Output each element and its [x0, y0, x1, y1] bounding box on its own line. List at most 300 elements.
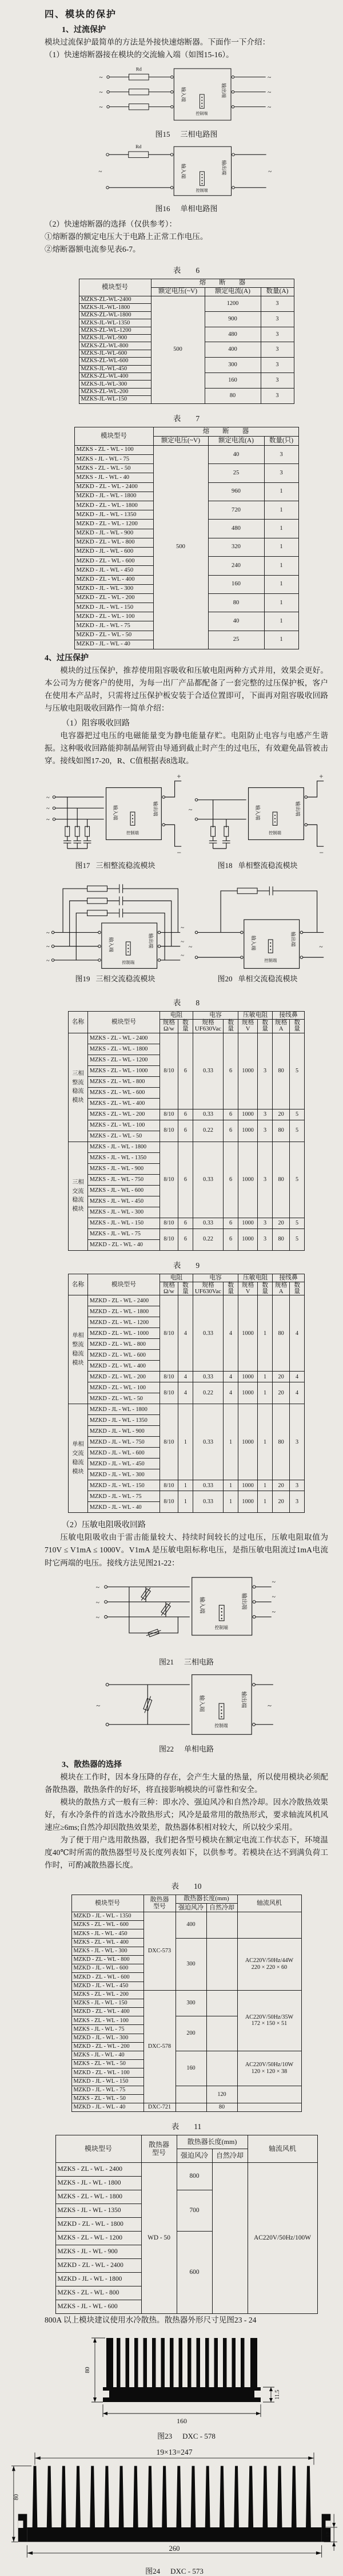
rc-branches — [209, 800, 230, 849]
svg-text:11.5: 11.5 — [274, 2389, 281, 2400]
table-cell: MZKD - JL - WL - 300 — [74, 584, 153, 593]
svg-text:~: ~ — [46, 817, 50, 823]
mounting-notch — [103, 2391, 109, 2397]
table-cell: MZKS-ZL-WL-800 — [79, 342, 151, 350]
table-cell: MZKS - ZL - WL - 100 — [71, 2016, 143, 2025]
table-cell: 6 — [178, 1033, 193, 1109]
table-cell: 3 — [258, 1142, 273, 1218]
table-row — [68, 1372, 304, 1382]
table-cell: MZKD - ZL - WL - 1800 — [87, 1306, 159, 1317]
table-cell: MZKS - ZL - WL - 1200 — [87, 1055, 159, 1065]
svg-text:输入端: 输入端 — [198, 1695, 205, 1712]
mounting-notch — [326, 2521, 331, 2529]
table-cell: MZKD - ZL - WL - 800 — [71, 1955, 143, 1964]
table-cell: 1000 — [238, 1382, 258, 1404]
figure-22-caption: 图22 单相电路 — [158, 1744, 214, 1753]
table-cell: 散热器 型号 — [141, 2135, 177, 2163]
table-cell: 700 — [177, 2190, 212, 2232]
mounting-notch — [18, 2521, 23, 2529]
table-cell: 6 — [178, 1228, 193, 1250]
table-cell: 8/10 — [159, 1228, 178, 1250]
table-row — [68, 1295, 304, 1306]
table-cell: 1 — [224, 1404, 238, 1480]
svg-text:~: ~ — [99, 74, 103, 82]
table-cell: 数量 — [290, 1020, 305, 1033]
figure-22 — [45, 1671, 328, 1742]
table-cell: 200 — [176, 2016, 206, 2051]
table-cell: 8/10 — [159, 1120, 178, 1142]
figure-18 — [187, 772, 328, 875]
table-cell: MZKS-ZL-WL-2400 — [79, 296, 151, 304]
table-cell: 40 — [208, 612, 264, 631]
table-cell: 4 — [178, 1372, 193, 1382]
table-cell: MZKD - ZL - WL - 1000 — [87, 1328, 159, 1339]
table-cell: 4 — [178, 1295, 193, 1372]
table-cell — [206, 1912, 237, 1939]
table-row — [68, 1228, 304, 1239]
table-cell: MZKS - ZL - WL - 50 — [74, 464, 153, 473]
table-cell: 熔 断 器 — [153, 427, 298, 436]
svg-text:~: ~ — [95, 1614, 99, 1622]
table-cell: MZKS - JL - WL - 75 — [71, 2025, 143, 2034]
table-cell: MZKD - JL - WL - 450 — [71, 1981, 143, 1990]
svg-text:80: 80 — [84, 2367, 91, 2373]
table-cell: MZKS - JL - WL - 900 — [55, 2245, 141, 2259]
table-cell: 4 — [224, 1372, 238, 1382]
svg-text:~: ~ — [180, 953, 184, 960]
three-phase-varistor-diagram — [92, 1573, 281, 1652]
table-cell: 4 — [290, 1382, 305, 1404]
table-cell: 1 — [258, 1372, 273, 1382]
table-cell: MZKD - JL - WL - 40 — [74, 640, 153, 649]
table-row — [68, 1491, 304, 1502]
table-row — [68, 1218, 304, 1228]
single-phase-fuse-circuit-diagram — [83, 144, 289, 199]
table-cell: 单相 整流 稳流 模块 — [68, 1295, 87, 1404]
svg-text:~: ~ — [268, 89, 272, 97]
table-cell: 80 — [273, 1033, 290, 1109]
table-cell: 20 — [273, 1218, 290, 1228]
table-cell: 8/10 — [159, 1033, 178, 1109]
table-cell: 3 — [261, 372, 294, 388]
table-cell: MZKS-JL-WL-450 — [79, 365, 151, 372]
table-cell: 8/10 — [159, 1295, 178, 1372]
table-cell: 电容 — [193, 1012, 238, 1020]
table-cell: MZKD - JL - WL - 1800 — [74, 492, 153, 501]
table-cell: MZKD - JL - WL - 75 — [71, 2086, 143, 2094]
table-cell: 8/10 — [159, 1372, 178, 1382]
table-cell: 模块型号 — [87, 1012, 159, 1033]
table-cell: MZKD - JL - WL - 40 — [87, 1502, 159, 1513]
output-lines — [232, 74, 271, 111]
table-cell: 数量(A) — [261, 288, 294, 296]
table-cell: 熔 断 器 — [151, 279, 294, 288]
table-cell: 300 — [176, 1938, 206, 1990]
svg-text:~: ~ — [318, 943, 323, 951]
table-cell: 3 — [258, 1033, 273, 1109]
module-box — [174, 69, 231, 120]
table-cell: MZKS - ZL - WL - 400 — [71, 1938, 143, 1947]
rc-bridge-branches — [221, 886, 317, 932]
rc-components-table-three-phase — [68, 1011, 305, 1251]
table-cell: 额定电流(A) — [205, 288, 261, 296]
table-cell: MZKD - JL - WL - 300 — [87, 1469, 159, 1480]
table-cell: 800 — [177, 2163, 212, 2190]
module-box — [244, 920, 299, 968]
table-cell: MZKD - ZL - WL - 40 — [87, 1239, 159, 1250]
table-cell: 名称 — [68, 1274, 87, 1295]
plus-sign: + — [318, 772, 324, 781]
table-cell: MZKS - JL - WL - 1800 — [87, 1142, 159, 1152]
varistor-symbols — [129, 1586, 178, 1638]
table-cell: 8/10 — [159, 1109, 178, 1120]
table-cell: MZKD - JL - WL - 300 — [71, 2034, 143, 2042]
svg-text:~: ~ — [46, 930, 50, 937]
table-cell: MZKS-JL-WL-900 — [79, 335, 151, 342]
table-cell: 160 — [176, 2051, 206, 2086]
table-cell — [176, 2086, 206, 2103]
table-cell: 0.33 — [193, 1404, 223, 1480]
table-cell: MZKD - ZL - WL - 100 — [74, 612, 153, 621]
svg-text:160: 160 — [177, 2417, 187, 2426]
table-cell: 5 — [290, 1033, 305, 1109]
table-cell: MZKD - JL - WL - 750 — [87, 1437, 159, 1448]
rc-bridge-branches — [63, 884, 178, 960]
table-cell — [212, 2163, 248, 2314]
table-cell: 数量(只) — [264, 436, 298, 445]
table-cell: 80 — [273, 1295, 290, 1372]
table-cell: 960 — [208, 482, 264, 501]
table-cell: MZKD - ZL - WL - 2400 — [55, 2259, 141, 2273]
table-cell: 名称 — [68, 1012, 87, 1033]
table-cell: MZKD - ZL - WL - 1200 — [74, 520, 153, 529]
table-cell: 1 — [258, 1491, 273, 1513]
table-cell: MZKD - ZL - WL - 2400 — [87, 1295, 159, 1306]
table-cell: 3 — [261, 342, 294, 358]
table-cell: 1000 — [238, 1142, 258, 1218]
table-cell: 3 — [264, 464, 298, 482]
table-cell: MZKS - JL - WL - 75 — [74, 455, 153, 464]
table-cell: 1 — [224, 1491, 238, 1513]
table-cell: 0.33 — [193, 1142, 223, 1218]
paragraph: 模块在工作时，因本身压降的存在，会产生大量的热量，所以使用模块必须配备散热器，散热条件的好坏，将直接影响模块的可靠性和安全。 — [45, 1772, 328, 1794]
table-cell: MZKS - ZL - WL - 1800 — [87, 1044, 159, 1055]
svg-text:输出端: 输出端 — [240, 1691, 247, 1708]
svg-text:~: ~ — [268, 74, 272, 82]
table-cell: 1200 — [205, 296, 261, 312]
table-cell — [176, 2103, 206, 2112]
table-cell: MZKS - ZL - WL - 1800 — [55, 2190, 141, 2204]
table-cell: 8/10 — [159, 1404, 178, 1480]
table-cell: 1000 — [238, 1218, 258, 1228]
table-cell: 规格 Ω/w — [159, 1282, 178, 1295]
table-cell: MZKD - ZL - WL - 200 — [74, 593, 153, 603]
heatsink-base — [27, 2527, 321, 2542]
svg-text:控制端: 控制端 — [268, 831, 281, 836]
table-cell: 3 — [261, 388, 294, 403]
table-cell: 1 — [264, 631, 298, 649]
table-cell: 80 — [273, 1228, 290, 1250]
figure-24 — [11, 2446, 337, 2576]
fuse-table-mzks — [79, 279, 294, 403]
table-cell: MZKD - JL - WL - 900 — [87, 1426, 159, 1437]
table-cell: MZKD - ZL - WL - 200 — [71, 2042, 143, 2051]
table-cell: 6 — [224, 1109, 238, 1120]
svg-text:~: ~ — [272, 1608, 276, 1616]
table-cell: MZKS-ZL-WL-200 — [79, 388, 151, 395]
table-cell: 规格 V — [238, 1020, 258, 1033]
table-cell: 6 — [224, 1120, 238, 1142]
table-cell: 自然冷却 — [206, 1903, 237, 1912]
svg-text:~: ~ — [268, 1701, 272, 1710]
table-cell: MZKS - ZL - WL - 600 — [87, 1087, 159, 1098]
table-row — [71, 2103, 301, 2112]
table-cell: 25 — [208, 631, 264, 649]
table-cell: MZKD - ZL - WL - 200 — [87, 1372, 159, 1382]
table-cell: 1 — [258, 1480, 273, 1491]
table-cell: 400 — [205, 342, 261, 358]
svg-text:输入端: 输入端 — [198, 1596, 205, 1614]
table-cell: 1 — [264, 593, 298, 612]
svg-text:输出端: 输出端 — [241, 1592, 248, 1610]
heatsink-selection-table-large — [55, 2135, 318, 2314]
svg-text:输入端: 输入端 — [112, 805, 118, 821]
table-cell: MZKS - JL - WL - 750 — [87, 1174, 159, 1185]
table-cell: MZKS-JL-WL-600 — [79, 350, 151, 357]
paragraph: 压敏电阻吸收由于雷击能量较大、持续时间较长的过电压，压敏电阻取值为710V ≤ V1mA ≤ 1000V。V1mA 是压敏电阻标称电压，是指压敏电阻流过1mA电流时它两端的电压。接线方法见图21-22： — [45, 1533, 328, 1567]
water-cooling-note: 800A 以上模块建议使用水冷散热。散热器外形尺寸见图23 - 24 — [45, 2316, 257, 2325]
table-row — [68, 1382, 304, 1393]
figure-17 — [45, 772, 186, 875]
figure-20 — [187, 879, 328, 988]
table-row — [71, 2051, 301, 2060]
svg-text:控制端: 控制端 — [121, 960, 134, 965]
table-cell: 4 — [224, 1382, 238, 1404]
dimension-width — [27, 2545, 321, 2558]
table-cell: 5 — [290, 1120, 305, 1142]
table-cell: 轴流风机 — [237, 1895, 301, 1912]
paragraph: （2）快速熔断器的选择（仅供参考）： — [45, 220, 177, 229]
table-cell: 3 — [261, 358, 294, 373]
paragraph: 电容器把过电压的电磁能量变为静电能量存贮。电阻防止电容与电感产生谐振。这种吸收回路能抑制晶闸管由导通到截止时产生的过电压，有效避免晶管被击穿。接线如图17-20，R、C值根据表8选取。 — [45, 731, 328, 766]
table-cell: 8/10 — [159, 1491, 178, 1513]
rc-branches — [63, 797, 91, 849]
svg-text:控制端: 控制端 — [214, 1624, 228, 1630]
table-cell: 1000 — [238, 1372, 258, 1382]
table-cell: MZKS-JL-WL-1350 — [79, 319, 151, 327]
heatsink-fins — [33, 2466, 311, 2527]
table-cell: 5 — [290, 1142, 305, 1218]
table-cell: 20 — [273, 1382, 290, 1404]
table-cell — [206, 2016, 237, 2051]
table-cell: 6 — [178, 1142, 193, 1218]
figure-15-caption: 图15 三相电路图 — [155, 130, 218, 139]
table-cell: 320 — [208, 538, 264, 556]
table-cell: MZKD - JL - WL - 75 — [74, 621, 153, 631]
table-row — [71, 1895, 301, 1903]
table-cell: 20 — [273, 1109, 290, 1120]
svg-text:~: ~ — [272, 1593, 276, 1601]
fuse-label: Rd — [135, 66, 142, 72]
svg-text:~: ~ — [268, 104, 272, 112]
table-cell: 轴流风机 — [248, 2135, 317, 2163]
table-cell: 300 — [176, 1990, 206, 2016]
module-box — [192, 1577, 252, 1635]
table-cell: 接线鼻 — [273, 1012, 305, 1020]
module-box — [106, 788, 161, 840]
table-cell: MZKS - ZL - WL - 600 — [71, 1921, 143, 1929]
table-cell: MZKS - ZL - WL - 100 — [74, 445, 153, 454]
svg-text:输入端: 输入端 — [107, 937, 114, 953]
table-row — [68, 1274, 304, 1282]
svg-text:输入端: 输入端 — [181, 87, 187, 102]
table-cell: 3 — [261, 327, 294, 342]
dimension-height — [84, 2338, 105, 2402]
table-cell: MZKS - ZL - WL - 800 — [55, 2286, 141, 2300]
figure-19 — [45, 879, 186, 988]
table-cell: 3 — [258, 1109, 273, 1120]
table-cell: MZKD - JL - WL - 600 — [71, 1964, 143, 1973]
table-cell: 3 — [258, 1120, 273, 1142]
table-row — [74, 445, 298, 454]
table-cell: 400 — [176, 1912, 206, 1939]
table-cell: 0.33 — [193, 1295, 223, 1372]
svg-text:控制端: 控制端 — [196, 112, 208, 116]
table-cell: MZKD - JL - WL - 450 — [87, 1459, 159, 1469]
table-cell: 3 — [290, 1480, 305, 1491]
table-cell: 模块型号 — [55, 2135, 141, 2163]
svg-text:输出端: 输出端 — [294, 801, 301, 817]
paragraph: 为了便于用户选用散热器，我们把各型号模块在额定电流工作状态下，环境温度40℃时所需的散热器型号及长度列表如下，以供参考。若模块在达不到满负荷工作时，可酌减散热器长度。 — [45, 1835, 328, 1869]
table-cell: MZKS - ZL - WL - 800 — [87, 1076, 159, 1087]
table-cell: MZKD - ZL - WL - 600 — [71, 1973, 143, 1981]
table-cell: AC220V/50Hz/35W 172 × 150 × 51 — [237, 1990, 301, 2051]
table-cell: MZKD - JL - WL - 1350 — [71, 1912, 143, 1921]
paragraph: ②熔断器额电流参见表6-7。 — [45, 245, 141, 254]
table-cell: 480 — [205, 327, 261, 342]
table-cell: MZKS - JL - WL - 300 — [87, 1207, 159, 1218]
table-row — [79, 279, 294, 288]
table-cell: MZKS-ZL-WL-600 — [79, 358, 151, 365]
table-cell: MZKD - ZL - WL - 400 — [87, 1361, 159, 1372]
table-cell: 1000 — [238, 1228, 258, 1250]
table-cell: MZKS - ZL - WL - 400 — [87, 1098, 159, 1109]
table-cell: 规格 Ω/w — [159, 1020, 178, 1033]
table-cell: MZKD - JL - WL - 1350 — [74, 510, 153, 520]
table-cell: 规格 UF630Vac — [193, 1282, 223, 1295]
table-row — [55, 2163, 317, 2177]
table-cell: MZKS - JL - WL - 40 — [71, 2051, 143, 2060]
table-cell: 0.33 — [193, 1372, 223, 1382]
table-cell: MZKD - ZL - WL - 400 — [74, 575, 153, 584]
table-cell: 1 — [264, 501, 298, 520]
table-cell: 0.33 — [193, 1218, 223, 1228]
svg-text:260: 260 — [169, 2545, 180, 2553]
table-cell: MZKS - JL - WL - 900 — [87, 1163, 159, 1174]
table-cell: DXC-578 — [143, 1990, 176, 2103]
table-cell: MZKS-JL-WL-300 — [79, 381, 151, 388]
table-cell: 数量 — [178, 1020, 193, 1033]
module-box — [174, 146, 231, 196]
table-cell: 规格 V — [238, 1282, 258, 1295]
table-cell: MZKS - JL - WL - 40 — [74, 473, 153, 482]
table-cell: MZKS - JL - WL - 1350 — [87, 1152, 159, 1163]
table-cell: 1000 — [238, 1033, 258, 1109]
table-cell: 数量 — [178, 1282, 193, 1295]
svg-text:~: ~ — [46, 795, 50, 802]
table-cell: 额定电流(A) — [208, 436, 264, 445]
svg-text:输出端: 输出端 — [290, 932, 296, 947]
figure-21 — [45, 1573, 328, 1655]
table-cell: 模块型号 — [74, 427, 153, 445]
paragraph: 模块的过压保护，推荐使用阻容吸收和压敏电阻两种方式并用，效果会更好。本公司为方便客户的使用，为每一出厂产品都配备了一套完整的过压保护板，客户在使用本产品时，只需将过压保护板安装于合适位置即可，下面再对阻容吸收回路与压敏电阻吸收回路作一简单介绍： — [45, 666, 328, 713]
table-cell: MZKS-ZL-WL-1200 — [79, 327, 151, 334]
svg-text:~: ~ — [46, 806, 50, 813]
table-cell: MZKS-JL-WL-1800 — [79, 304, 151, 311]
table-cell: 规格 A — [273, 1282, 290, 1295]
paragraph: ①熔断器的额定电压大于电路上正常工作电压。 — [45, 232, 208, 241]
table-cell: MZKD - ZL - WL - 800 — [87, 1339, 159, 1350]
svg-text:控制端: 控制端 — [264, 958, 277, 964]
table-cell: MZKD - ZL - WL - 800 — [74, 538, 153, 547]
table-10-title: 表 10 — [171, 1881, 202, 1891]
table-cell: 3 — [261, 311, 294, 327]
table-cell: MZKD - ZL - WL - 1800 — [55, 2218, 141, 2232]
table-cell: 4 — [178, 1382, 193, 1404]
table-cell: MZKS - ZL - WL - 200 — [71, 1990, 143, 1999]
table-row — [68, 1480, 304, 1491]
table-cell: MZKD - ZL - WL - 600 — [87, 1350, 159, 1361]
table-cell: 散热器 型号 — [143, 1895, 176, 1912]
table-cell: 1 — [264, 575, 298, 593]
table-cell: 900 — [205, 311, 261, 327]
table-8-title: 表 8 — [173, 998, 200, 1008]
table-row — [74, 427, 298, 436]
table-cell: 1 — [178, 1491, 193, 1513]
table-cell: 1 — [258, 1382, 273, 1404]
minus-sign: − — [318, 848, 324, 857]
table-row — [71, 1912, 301, 1921]
table-cell: MZKS - ZL - WL - 1200 — [55, 2232, 141, 2245]
svg-text:~: ~ — [96, 1701, 101, 1710]
table-cell: MZKS - ZL - WL - 2400 — [55, 2163, 141, 2177]
table-cell: 数量 — [224, 1020, 238, 1033]
table-cell: MZKD - ZL - WL - 2400 — [74, 482, 153, 492]
varistor-symbols — [142, 1685, 153, 1725]
table-cell: MZKS - JL - WL - 1350 — [55, 2204, 141, 2218]
table-cell: 80 — [205, 388, 261, 403]
table-cell: 数量 — [224, 1282, 238, 1295]
table-cell: 25 — [208, 464, 264, 482]
table-7-title: 表 7 — [173, 414, 200, 423]
table-row — [71, 1938, 301, 1947]
table-row — [68, 1142, 304, 1152]
table-cell: 6 — [178, 1120, 193, 1142]
table-cell: MZKS - JL - WL - 300 — [71, 1947, 143, 1955]
svg-text:~: ~ — [99, 89, 103, 97]
single-phase-rectifier-rc-diagram — [189, 772, 327, 857]
table-cell: 0.22 — [193, 1228, 223, 1250]
table-cell: 480 — [208, 520, 264, 538]
svg-text:控制端: 控制端 — [126, 831, 139, 836]
svg-text:17: 17 — [325, 2532, 332, 2538]
table-cell: 数量 — [290, 1282, 305, 1295]
table-cell: 数量 — [258, 1282, 273, 1295]
input-lines — [99, 74, 173, 111]
table-cell — [237, 2086, 301, 2103]
table-cell: 8/10 — [159, 1218, 178, 1228]
dimension-width — [103, 2404, 261, 2425]
